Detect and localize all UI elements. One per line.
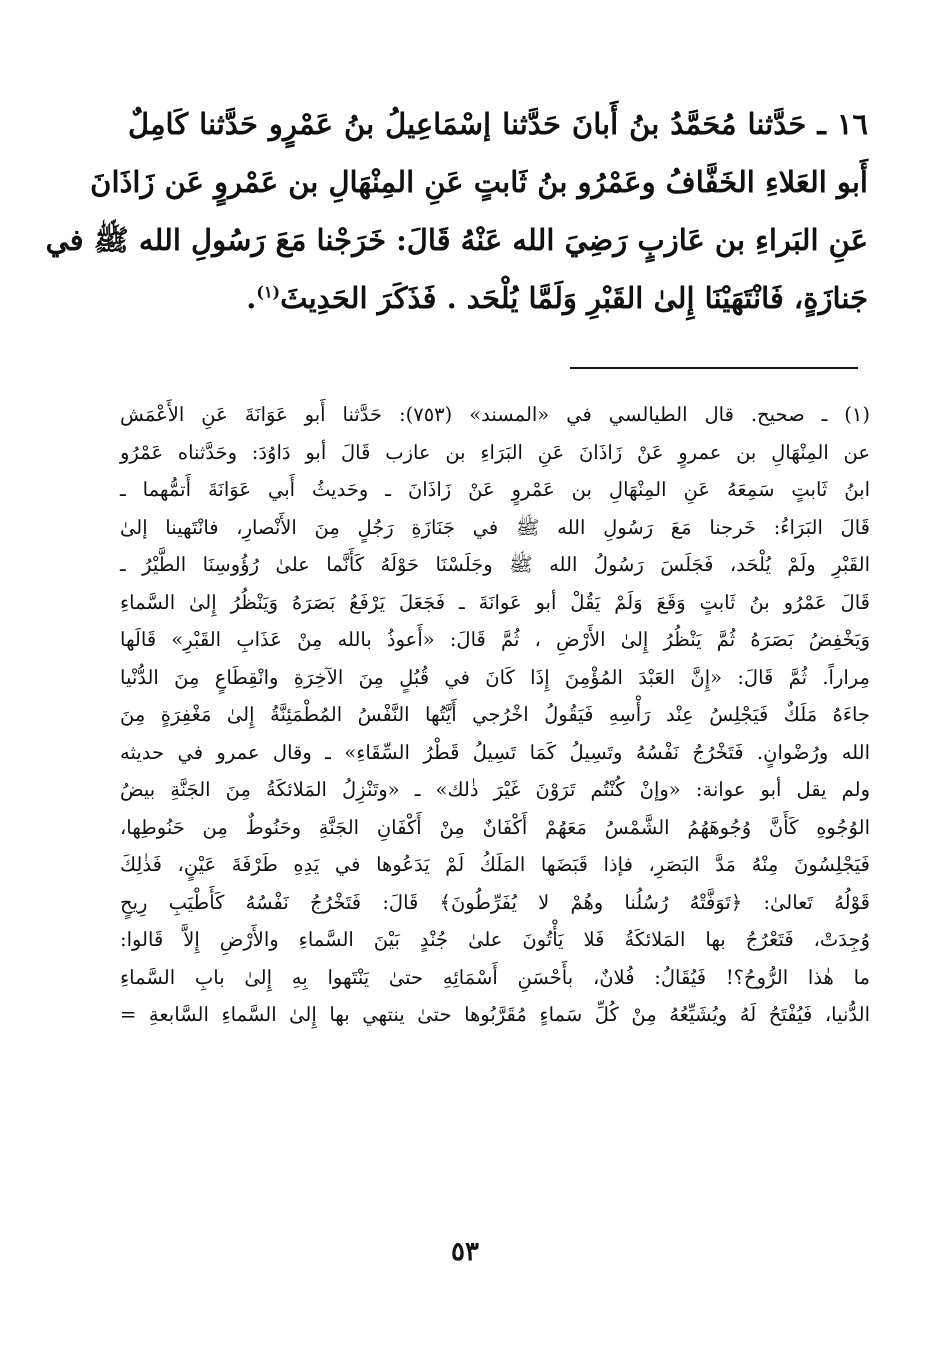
footnote-line: القَبْرِ ولَمْ يُلْحَد، فَجَلَسَ رَسُولُ الله ﷺ وجَلَسْنَا حَوْلَهُ كَأَنَّما علىٰ رُؤُوسِنَا الطَّيْرُ ـ — [120, 553, 870, 576]
footnote-line: فَيَجْلِسُونَ مِنْهُ مَدَّ البَصَرِ، فإذا قَبَضَها المَلَكُ لَمْ يَدَعُوها في يَدِهِ طَرْفَةَ عَيْنٍ، فَذٰلِكَ — [120, 853, 870, 876]
footnote-line: الله ورُضْوانٍ. فَتَخْرُجُ نَفْسُهُ وتَسِيلُ كَمَا تَسِيلُ قَطْرُ السِّقَاءِ» ـ وقال عمرو في حديثه — [120, 740, 870, 764]
footnote-line: عن المِنْهَالِ بن عمروٍ عَنْ زَاذَانَ عَنِ البَرَاءِ بن عازب قَالَ أبو دَاوُدَ: وحَدَّثناه عَمْرُو — [120, 440, 870, 464]
footnote-separator — [570, 367, 858, 369]
footnote-line: مِراراً. ثُمَّ قَالَ: «إِنَّ العَبْدَ المُؤْمِنَ إِذَا كَانَ في قُبُلٍ مِنَ الآخِرَةِ وانْقِطَاعٍ مِنَ الدُّنْيا — [120, 665, 870, 689]
footnote-line: وُجِدَتْ، فَتَعْرُجُ بها المَلائكَةُ فَلا يَأْتُونَ علىٰ جُنْدٍ بَيْنَ السَّماءِ والأَرْضِ إِلاَّ قَالوا: — [120, 928, 870, 951]
footnote-line: قَالَ البَرَاءُ: خَرجنا مَعَ رَسُولِ الله ﷺ في جَنَازَةِ رَجُلٍ مِنَ الأَنْصارِ، فانْتَهينا إلىٰ — [120, 515, 870, 539]
hadith-text — [45, 95, 868, 327]
hadith-line-text: جَنازَةٍ، فَانْتَهَيْنَا إِلىٰ القَبْرِ وَلَمَّا يُلْحَد . فَذَكَرَ الحَدِيثَ — [280, 281, 868, 315]
footnote-line: ابنُ ثَابتٍ سَمِعَهُ عَنِ المِنْهَالِ بن عَمْروٍ عَنْ زَاذَانَ ـ وحَديثُ أَبي عَوَانَةَ أَتمُّهما ـ — [120, 478, 870, 501]
footnote-line: الدُّنيا، فَيُفْتَحُ لَهُ ويُشَيِّعُهُ مِنْ كُلِّ سَماءٍ مُقَرَّبُوها حتىٰ ينتهي بها إِلىٰ السَّماءِ السَّابعةِ = — [120, 1003, 870, 1026]
footnote-line: قَالَ عَمْرُو بنُ ثَابتٍ وَقَعَ وَلَمْ يَقُلْ أبو عَوانَةَ ـ فَجَعَلَ يَرْفَعُ بَصَرَهُ وَيَنْظُرُ إِلىٰ السَّماءِ — [120, 590, 870, 614]
footnote-reference[interactable]: (١) — [256, 282, 281, 302]
footnote-line: الوُجُوهِ كَأَنَّ وُجُوهَهُمُ الشَّمْسُ مَعَهُمْ أَكْفَانٌ مِنْ أَكْفَانِ الجَنَّةِ وحَنُوطٌ مِن حَنُوطِها، — [120, 815, 870, 839]
hadith-line: أَبو العَلاءِ الخَفَّافُ وعَمْرُو بنُ ثَابتٍ عَنِ المِنْهَالِ بن عَمْروٍ عَن زَاذَانَ — [90, 165, 868, 199]
page-number: ٥٣ — [451, 1237, 479, 1267]
footnote-line: جاءَهُ مَلَكٌ فَيَجْلِسُ عِنْد رَأْسِهِ فَيَقُولُ اخْرُجي أَيَّتُها النَّفْسُ المُطْمَئِنَّةُ إِلىٰ مَغْفِرَةٍ مِنَ — [120, 703, 870, 726]
footnote-line: وَيَخْفِضُ بَصَرَهُ ثُمَّ يَنْظُرُ إِلىٰ الأَرْضِ ، ثُمَّ قَالَ: «أَعوذُ بالله مِنْ عَذَابِ القَبْرِ» قَالَها — [120, 628, 870, 651]
footnote-line: قَوْلُهُ تَعالىٰ: ﴿تَوَفَّتْهُ رُسُلُنا وهُمْ لا يُفَرِّطُونَ﴾ قَالَ: فَتَخْرُجُ نَفْسُهُ كَأَطْيَبِ رِيحٍ — [120, 890, 870, 914]
footnote-line: (١) ـ صحيح. قال الطيالسي في «المسند» (٧٥٣): حَدَّثنا أَبو عَوَانَةَ عَنِ الأَعْمَش — [120, 403, 870, 426]
footnote-line: ما هٰذا الرُّوحُ؟! فَيُقَالُ: فُلانٌ، بأَحْسَنِ أَسْمَائِهِ حتىٰ يَنْتَهوا بِهِ إِلىٰ بابِ السَّماءِ — [120, 965, 870, 989]
hadith-line: عَنِ البَراءِ بن عَازبٍ رَضِيَ الله عَنْهُ قَالَ: خَرَجْنا مَعَ رَسُولِ الله ﷺ في — [45, 223, 868, 257]
footnote-text — [120, 396, 870, 1034]
hadith-line-last — [128, 269, 868, 327]
footnote-line: ولم يقل أبو عوانة: «وإنْ كُنْتُم تَرَوْنَ غَيْرَ ذٰلك» ـ «وتَنْزِلُ المَلائكَةُ مِنَ الجَنَّةِ بيضُ — [120, 778, 870, 801]
hadith-end-punct: . — [246, 281, 257, 315]
hadith-line: ١٦ ـ حَدَّثنا مُحَمَّدُ بنُ أَبانَ حَدَّثنا إسْمَاعِيلُ بنُ عَمْرٍو حَدَّثنا كَامِلٌ — [128, 107, 868, 141]
